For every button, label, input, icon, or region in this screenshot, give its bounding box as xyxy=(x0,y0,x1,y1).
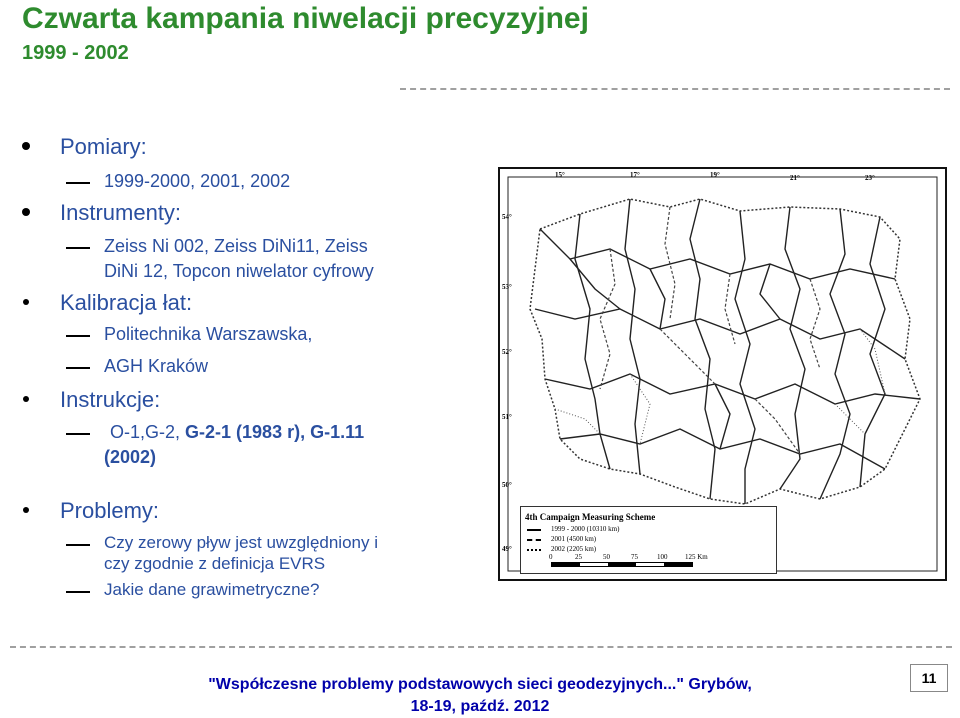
scale-bar-graphic xyxy=(551,562,693,567)
bullet-instrumenty xyxy=(60,200,181,226)
leveling-line xyxy=(715,384,730,449)
leveling-line xyxy=(860,217,885,487)
scale-label: 125 Km xyxy=(685,553,708,561)
bullet-label: Pomiary: xyxy=(60,134,147,159)
page-number: 11 xyxy=(910,664,948,692)
sub-item: Zeiss Ni 002, Zeiss DiNi11, Zeiss xyxy=(104,236,368,257)
leveling-line xyxy=(735,211,755,504)
scale-label: 75 xyxy=(631,553,638,561)
scale-label: 100 xyxy=(657,553,668,561)
sub-item-continued: DiNi 12, Topcon niwelator cyfrowy xyxy=(104,261,374,281)
bullet-label: Problemy: xyxy=(60,498,160,523)
scale-bar xyxy=(549,553,771,571)
leveling-line-2001 xyxy=(810,279,820,369)
bullet-instrukcje xyxy=(60,387,160,413)
lon-label: 15° xyxy=(555,171,565,179)
lat-label: 49° xyxy=(502,545,512,553)
legend-line-2001 xyxy=(527,539,541,541)
country-border xyxy=(530,199,920,504)
leveling-line xyxy=(535,309,905,359)
legend-line-1999 xyxy=(527,529,541,531)
leveling-line-2001 xyxy=(660,329,715,384)
bullet-problemy xyxy=(60,498,159,524)
lat-label: 52° xyxy=(502,348,512,356)
title-divider xyxy=(400,88,950,90)
sub-item: Jakie dane grawimetryczne? xyxy=(104,580,319,600)
leveling-line xyxy=(540,229,895,279)
sub-item: Politechnika Warszawska, xyxy=(104,324,312,345)
lon-label: 23° xyxy=(865,174,875,182)
legend-title: 4th Campaign Measuring Scheme xyxy=(525,512,656,522)
scale-label: 25 xyxy=(575,553,582,561)
bullet-kalibracja xyxy=(60,290,192,316)
dash-marker xyxy=(66,433,90,435)
leveling-line-2001 xyxy=(725,274,735,344)
leveling-line xyxy=(625,199,640,474)
lat-label: 53° xyxy=(502,283,512,291)
dash-marker xyxy=(66,247,90,249)
sub-item: Czy zerowy pływ jest uwzględniony i xyxy=(104,533,378,553)
bullet-pomiary xyxy=(60,134,147,160)
legend-item: 2002 (2205 km) xyxy=(551,545,597,553)
leveling-line xyxy=(780,207,805,489)
leveling-line-2002 xyxy=(835,404,865,434)
map-legend xyxy=(520,506,777,574)
footer xyxy=(200,674,760,718)
bullet-dot xyxy=(23,299,29,305)
leveling-line xyxy=(575,214,610,469)
dash-marker xyxy=(66,335,90,337)
lat-label: 51° xyxy=(502,413,512,421)
dash-marker xyxy=(66,367,90,369)
bullet-label: Instrumenty: xyxy=(60,200,182,225)
scale-label: 50 xyxy=(603,553,610,561)
legend-item: 2001 (4500 km) xyxy=(551,535,597,543)
leveling-line-2001 xyxy=(600,249,615,389)
bullet-dot xyxy=(23,396,29,402)
lat-label: 54° xyxy=(502,213,512,221)
leveling-line-2002 xyxy=(555,409,600,434)
scale-label: 0 xyxy=(549,553,553,561)
lon-label: 19° xyxy=(710,171,720,179)
slide-title: Czwarta kampania niwelacji precyzyjnej xyxy=(22,2,589,35)
legend-item: 1999 - 2000 (10310 km) xyxy=(551,525,620,533)
bullet-dot xyxy=(22,208,30,216)
dash-marker xyxy=(66,544,90,546)
leveling-line xyxy=(690,199,715,499)
bullet-dot xyxy=(23,507,29,513)
legend-line-2002 xyxy=(527,549,541,551)
lon-label: 21° xyxy=(790,174,800,182)
sub-item-continued: czy zgodnie z definicja EVRS xyxy=(104,554,326,573)
sub-item-continued: (2002) xyxy=(104,447,157,467)
footer-line: "Współczesne problemy podstawowych sieci geodezyjnych..." Grybów, xyxy=(208,676,752,693)
bullet-label: Kalibracja łat: xyxy=(60,290,193,315)
leveling-line xyxy=(820,209,850,499)
leveling-line xyxy=(545,374,920,404)
sub-item: O-1,G-2, G-2-1 (1983 r), G-1.11 xyxy=(110,422,364,443)
leveling-line xyxy=(650,269,665,329)
bullet-dot xyxy=(22,142,30,150)
sub-item: 1999-2000, 2001, 2002 xyxy=(104,171,290,192)
dash-marker xyxy=(66,591,90,593)
footer-line: 18-19, paźdź. 2012 xyxy=(410,698,550,715)
lon-label: 17° xyxy=(630,171,640,179)
sub-item: AGH Kraków xyxy=(104,356,208,377)
leveling-line xyxy=(760,264,780,319)
footer-divider xyxy=(10,646,952,648)
slide-subtitle: 1999 - 2002 xyxy=(22,42,129,64)
bullet-label: Instrukcje: xyxy=(60,387,161,412)
dash-marker xyxy=(66,182,90,184)
lat-label: 50° xyxy=(502,481,512,489)
